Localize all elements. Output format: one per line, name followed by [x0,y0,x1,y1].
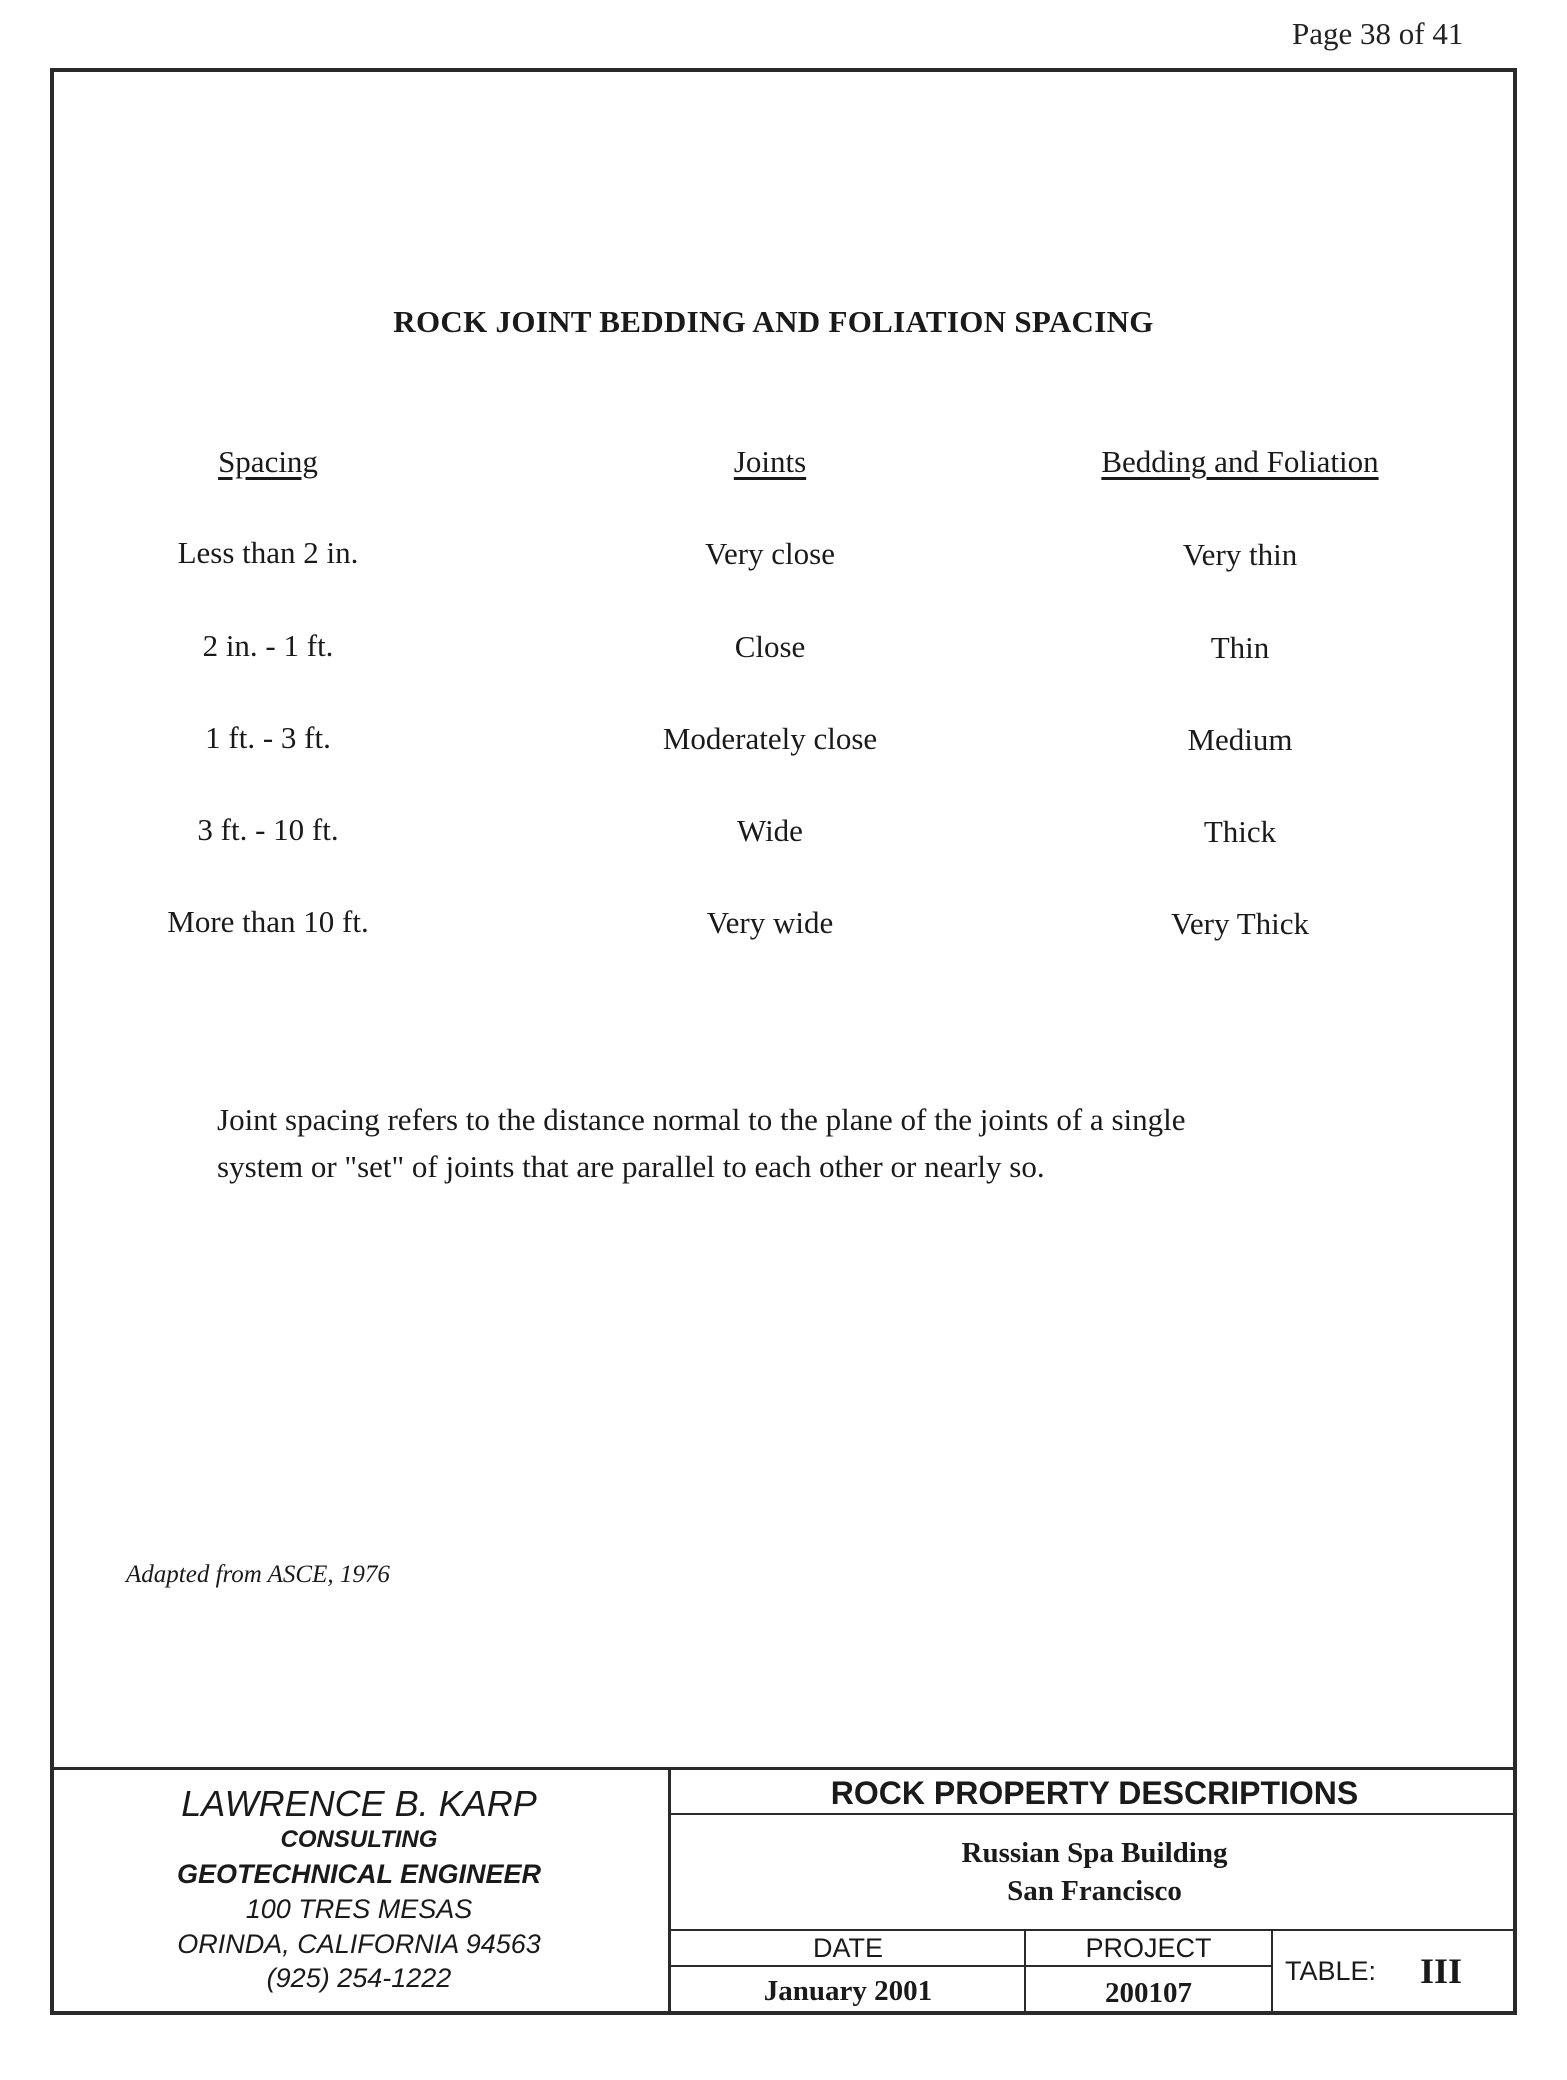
project-number: 200107 [1105,1977,1192,2009]
header-spacing: Spacing [218,444,318,479]
table-cell-joints: Close [734,629,806,664]
header-bedding-foliation: Bedding and Foliation [1101,444,1379,479]
firm-discipline: GEOTECHNICAL ENGINEER [176,1859,542,1889]
table-cell-bedding: Very thin [1182,537,1298,572]
table-cell-spacing: 1 ft. - 3 ft. [205,720,331,755]
table-cell-bedding: Very Thick [1170,906,1310,941]
date-value: January 2001 [763,1975,933,2007]
table-cell-joints: Very wide [706,905,834,940]
info-rule [670,1929,1517,1931]
table-cell-bedding: Thick [1203,814,1277,849]
title-block-divider [668,1769,671,2015]
table-cell-bedding: Thin [1210,630,1270,665]
firm-city-state: ORINDA, CALIFORNIA 94563 [177,1929,541,1959]
table-cell-joints: Moderately close [662,721,878,756]
table-cell-joints: Wide [737,813,803,848]
firm-phone: (925) 254-1222 [266,1963,452,1993]
title-block-top-rule [50,1767,1517,1770]
project-name: Russian Spa Building [961,1837,1228,1869]
table-label: TABLE: [1285,1956,1377,1986]
table-number: III [1420,1951,1463,1991]
document-title: ROCK JOINT BEDDING AND FOLIATION SPACING [393,304,1154,339]
source-credit: Adapted from ASCE, 1976 [126,1561,390,1588]
explanatory-note [217,1096,1347,1190]
label-rule [670,1965,1272,1967]
table-cell-bedding: Medium [1187,722,1293,757]
heading-rule [670,1813,1517,1815]
table-cell-joints: Very close [705,536,835,571]
table-cell-spacing: More than 10 ft. [167,904,369,939]
note-line-2: system or "set" of joints that are parallel to each other or nearly so. [217,1149,1045,1184]
firm-street: 100 TRES MESAS [245,1894,473,1924]
firm-consulting: CONSULTING [280,1826,438,1853]
table-cell-spacing: 2 in. - 1 ft. [202,628,334,663]
title-block-heading: ROCK PROPERTY DESCRIPTIONS [830,1775,1359,1811]
project-city: San Francisco [1007,1875,1182,1907]
table-cell-spacing: 3 ft. - 10 ft. [197,812,339,847]
date-label: DATE [812,1933,883,1963]
project-table-divider [1271,1930,1273,2015]
table-cell-spacing: Less than 2 in. [177,535,359,570]
header-joints: Joints [733,444,807,479]
firm-name: LAWRENCE B. KARP [181,1783,537,1824]
project-label: PROJECT [1085,1933,1212,1963]
page-border [50,68,1517,2015]
note-line-1: Joint spacing refers to the distance normal to the plane of the joints of a single [217,1102,1186,1137]
page-number: Page 38 of 41 [1292,16,1464,51]
